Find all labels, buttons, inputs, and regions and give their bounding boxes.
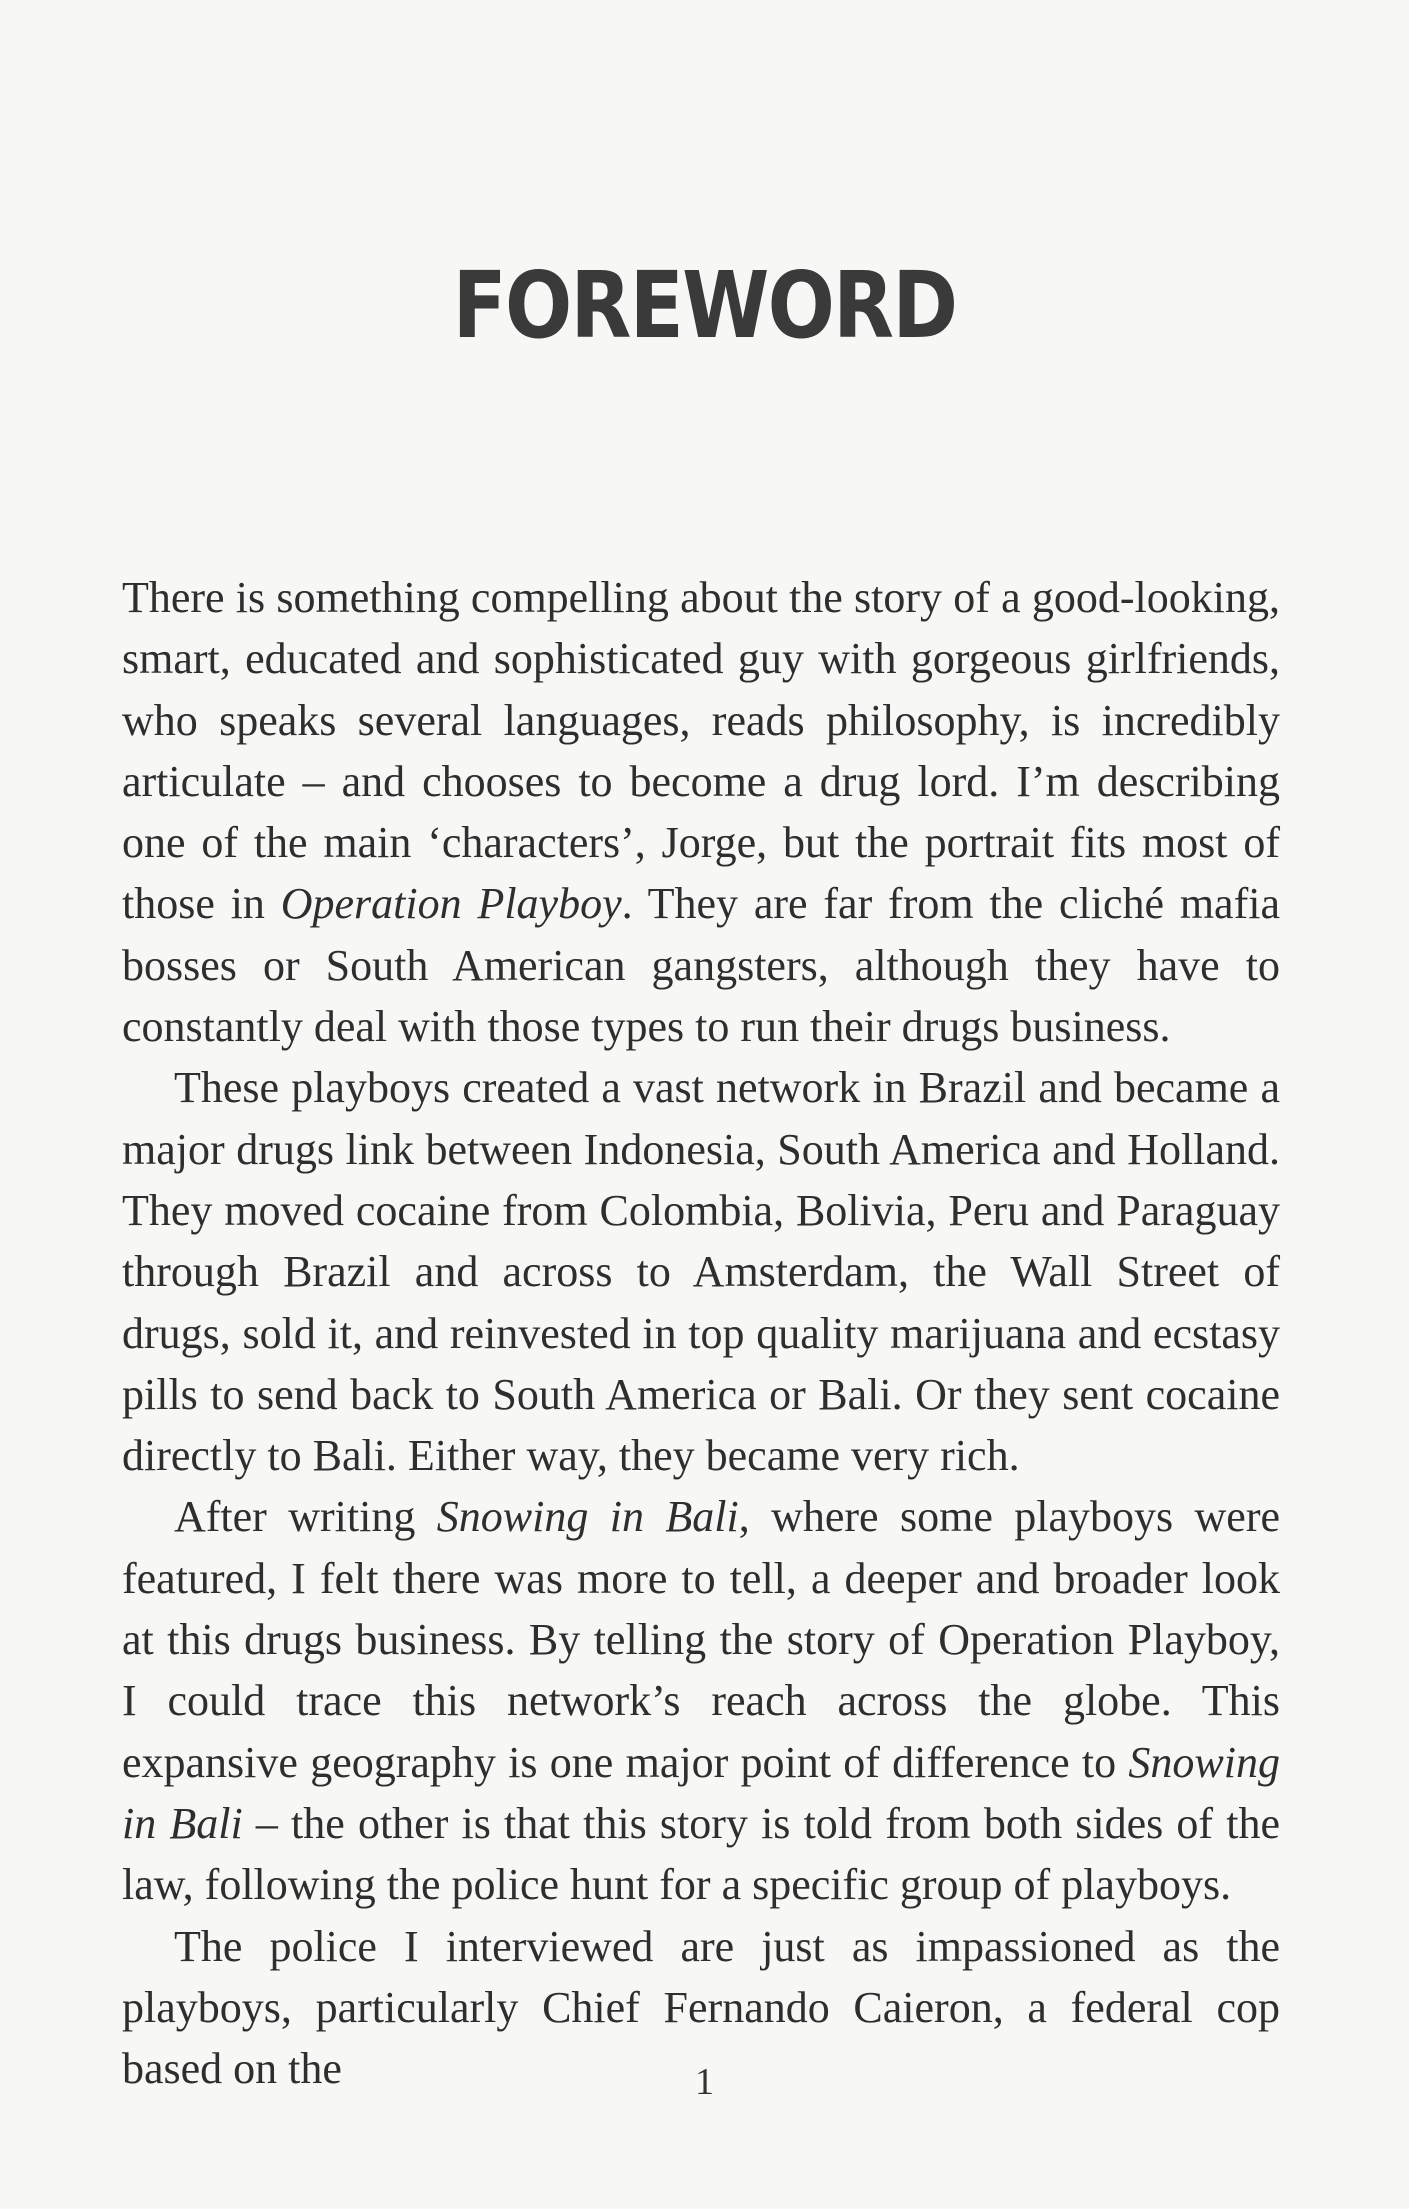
book-title-operation-playboy: Operation Playboy (280, 879, 622, 929)
paragraph-4-text: The police I interviewed are just as impassioned as the playboys, particularly Chief Fernando Caieron, a federal cop based on the (122, 1921, 1280, 2094)
book-title-snowing-in-bali: Snowing in Bali (436, 1492, 739, 1542)
chapter-heading: FOREWORD (452, 251, 957, 359)
body-text (122, 567, 1280, 2099)
paragraph-1-text-a: There is something compelling about the story of a good-looking, smart, educated and sophisticated guy with gorgeous girlfriends, who speaks several languages, reads philosophy, is incredibly articulate – and chooses to become a drug lord. I’m describing one of the main ‘characters’, Jorge, but the portrait fits most of those in (122, 573, 1280, 929)
paragraph-2-text: These playboys created a vast network in Brazil and became a major drugs link between Indonesia, South America and Holland. They moved cocaine from Colombia, Bolivia, Peru and Paraguay through Brazil and across to Amsterdam, the Wall Street of drugs, sold it, and reinvested in top quality marijuana and ecstasy pills to send back to South America or Bali. Or they sent cocaine directly to Bali. Either way, they became very rich. (122, 1063, 1280, 1481)
paragraph-3-text-c: – the other is that this story is told from both sides of the law, following the police hunt for a specific group of playboys. (122, 1798, 1280, 1910)
paragraph-3 (122, 1486, 1280, 1915)
paragraph-2 (122, 1057, 1280, 1486)
paragraph-3-text-a: After writing (174, 1492, 437, 1542)
paragraph-3-text-b: , where some playboys were featured, I felt there was more to tell, a deeper and broader look at this drugs business. By telling the story of Operation Playboy, I could trace this network’s reach across the globe. This expansive geography is one major point of difference to (122, 1492, 1281, 1787)
page-number: 1 (695, 2061, 714, 2103)
paragraph-1 (122, 567, 1280, 1057)
book-title-snowing-in-bali-2: Snowing in Bali (122, 1737, 1280, 1848)
paragraph-1-text-b: . They are far from the cliché mafia bosses or South American gangsters, although they have to constantly deal with those types to run their drugs business. (122, 879, 1280, 1052)
